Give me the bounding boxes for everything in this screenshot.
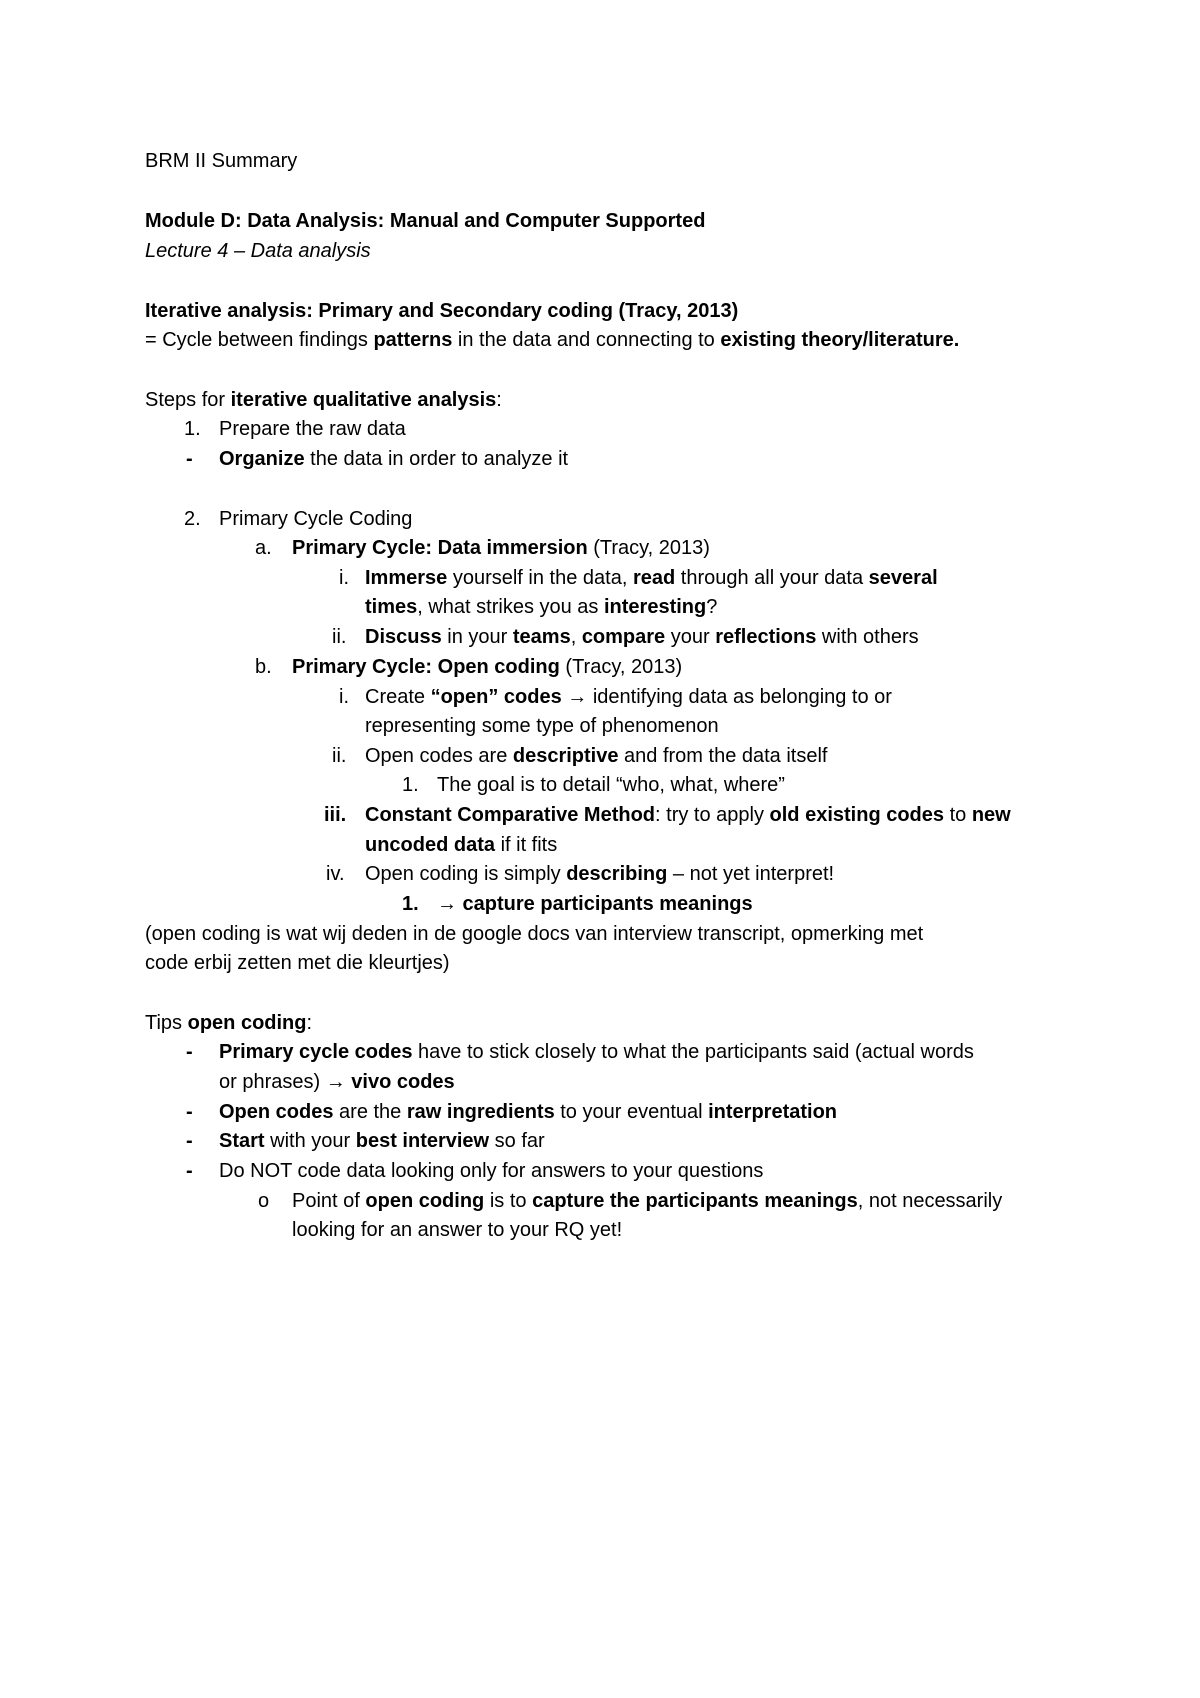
sub-b-iv-1-text: → capture participants meanings: [437, 893, 753, 915]
note-line-2: code erbij zetten met die kleurtjes): [145, 952, 450, 974]
sub-a-ii-marker: ii.: [332, 626, 347, 648]
sub-b-heading: [292, 654, 682, 680]
tip-2-text: are the: [333, 1101, 407, 1123]
step-2-text: Primary Cycle Coding: [219, 508, 413, 530]
tip-3-dash: -: [186, 1130, 193, 1152]
steps-text: Steps for: [145, 389, 231, 411]
sub-b-iv-1-marker: 1.: [402, 893, 419, 915]
organize-text: the data in order to analyze it: [304, 448, 569, 470]
interpretation-bold: interpretation: [708, 1101, 838, 1123]
descriptive-bold: descriptive: [512, 745, 619, 767]
tips-text: :: [306, 1012, 313, 1034]
doc-title: BRM II Summary: [145, 150, 298, 172]
sub-b-i-marker: i.: [339, 686, 349, 708]
organize-bold: Organize: [219, 448, 305, 470]
sub-b-marker: b.: [255, 656, 272, 678]
sub-a-heading: [292, 535, 710, 561]
discuss-text: in your: [441, 626, 513, 648]
tip-4-sub-line2: looking for an answer to your RQ yet!: [292, 1219, 623, 1241]
sub-a-ii-line: [365, 624, 919, 650]
immerse-text: through all your data: [675, 567, 869, 589]
iterative-definition: [145, 327, 959, 353]
step-1-dash: -: [186, 448, 193, 470]
tip-3-text: so far: [489, 1130, 545, 1152]
sub-b-citation: (Tracy, 2013): [559, 656, 683, 678]
sub-b-iii-line1: [365, 802, 1011, 828]
tip-3-line: [219, 1128, 545, 1154]
tip-1-text: or phrases): [219, 1071, 326, 1093]
discuss-text: with others: [816, 626, 919, 648]
tip-1-bold: Primary cycle codes: [219, 1041, 413, 1063]
sub-b-ii-1-text: The goal is to detail “who, what, where”: [437, 774, 785, 796]
sub-b-i-line2: representing some type of phenomenon: [365, 715, 719, 737]
interesting-bold: interesting: [604, 596, 707, 618]
tip-1-text: have to stick closely to what the participants said (actual words: [412, 1041, 974, 1063]
sub-b-iii-marker: iii.: [324, 804, 347, 826]
sub-b-i-line1: [365, 684, 892, 710]
tip-2-dash: -: [186, 1101, 193, 1123]
steps-bold: iterative qualitative analysis: [230, 389, 497, 411]
tips-heading: [145, 1010, 312, 1036]
tip-4-sub-text: Point of: [292, 1190, 366, 1212]
tips-bold: open coding: [187, 1012, 307, 1034]
create-text: Create: [365, 686, 431, 708]
steps-intro: [145, 387, 502, 413]
lecture-subheading: Lecture 4 – Data analysis: [145, 240, 371, 262]
sub-a-i-line1: [365, 565, 938, 591]
times-bold: times: [365, 596, 418, 618]
immerse-text: ?: [706, 596, 718, 618]
immerse-bold: Immerse: [365, 567, 448, 589]
tip-3-text: with your: [264, 1130, 356, 1152]
compare-bold: compare: [581, 626, 666, 648]
ccm-bold: Constant Comparative Method: [365, 804, 656, 826]
ccm-text: if it fits: [495, 834, 558, 856]
tip-4-line: Do NOT code data looking only for answers to your questions: [219, 1160, 764, 1182]
open-codes-text: Open codes are: [365, 745, 513, 767]
sub-a-marker: a.: [255, 537, 272, 559]
sub-a-citation: (Tracy, 2013): [587, 537, 710, 559]
tip-2-line: [219, 1099, 837, 1125]
sub-b-iii-line2: [365, 832, 557, 858]
describing-bold: describing: [566, 863, 668, 885]
sub-b-ii-1-marker: 1.: [402, 774, 419, 796]
create-text: identifying data as belonging to or: [587, 686, 892, 708]
step-1-number: 1.: [184, 418, 201, 440]
tip-2-bold: Open codes: [219, 1101, 334, 1123]
ccm-text: to: [944, 804, 972, 826]
discuss-bold: Discuss: [365, 626, 442, 648]
sub-b-ii-line: [365, 743, 828, 769]
step-1-text: Prepare the raw data: [219, 418, 406, 440]
sub-b-iv-marker: iv.: [326, 863, 345, 885]
capture-meanings-bold: capture the participants meanings: [532, 1190, 858, 1212]
describing-text: – not yet interpret!: [667, 863, 835, 885]
module-heading: Module D: Data Analysis: Manual and Computer Supported: [145, 210, 706, 232]
tip-4-sub-text: is to: [484, 1190, 533, 1212]
discuss-text: your: [665, 626, 716, 648]
vivo-codes-bold: → vivo codes: [325, 1071, 455, 1093]
sub-b-ii-marker: ii.: [332, 745, 347, 767]
sub-a-bold: Primary Cycle: Data immersion: [292, 537, 588, 559]
iterative-heading: Iterative analysis: Primary and Secondary coding (Tracy, 2013): [145, 300, 739, 322]
tip-1-dash: -: [186, 1041, 193, 1063]
describing-text: Open coding is simply: [365, 863, 567, 885]
read-bold: read: [632, 567, 676, 589]
tip-4-sub-text: , not necessarily: [857, 1190, 1003, 1212]
raw-ingredients-bold: raw ingredients: [406, 1101, 555, 1123]
tip-1-line1: [219, 1039, 974, 1065]
sub-b-iv-line: [365, 861, 834, 887]
best-interview-bold: best interview: [355, 1130, 490, 1152]
old-codes-bold: old existing codes: [769, 804, 945, 826]
start-bold: Start: [219, 1130, 265, 1152]
open-codes-bold: “open” codes →: [430, 686, 588, 708]
tip-1-line2: [219, 1069, 455, 1095]
tip-4-dash: -: [186, 1160, 193, 1182]
def-bold: existing theory/literature.: [720, 329, 960, 351]
organize-item: [219, 446, 568, 472]
tip-4-sub-line1: [292, 1188, 1002, 1214]
sub-a-i-line2: [365, 594, 717, 620]
step-2-number: 2.: [184, 508, 201, 530]
def-bold: patterns: [373, 329, 453, 351]
immerse-text: yourself in the data,: [447, 567, 633, 589]
new-bold: new: [971, 804, 1011, 826]
tips-text: Tips: [145, 1012, 188, 1034]
note-line-1: (open coding is wat wij deden in de google docs van interview transcript, opmerking met: [145, 923, 924, 945]
uncoded-bold: uncoded data: [365, 834, 496, 856]
teams-bold: teams: [512, 626, 571, 648]
tip-2-text: to your eventual: [554, 1101, 709, 1123]
discuss-text: ,: [570, 626, 582, 648]
ccm-text: : try to apply: [655, 804, 770, 826]
open-codes-text: and from the data itself: [618, 745, 828, 767]
sub-a-i-marker: i.: [339, 567, 349, 589]
sub-b-bold: Primary Cycle: Open coding: [292, 656, 560, 678]
immerse-text: , what strikes you as: [417, 596, 604, 618]
open-coding-bold: open coding: [365, 1190, 485, 1212]
steps-text: :: [496, 389, 502, 411]
several-bold: several: [868, 567, 938, 589]
def-text: in the data and connecting to: [452, 329, 721, 351]
def-text: = Cycle between findings: [145, 329, 374, 351]
reflections-bold: reflections: [715, 626, 817, 648]
tip-4-sub-bullet: o: [258, 1190, 270, 1212]
